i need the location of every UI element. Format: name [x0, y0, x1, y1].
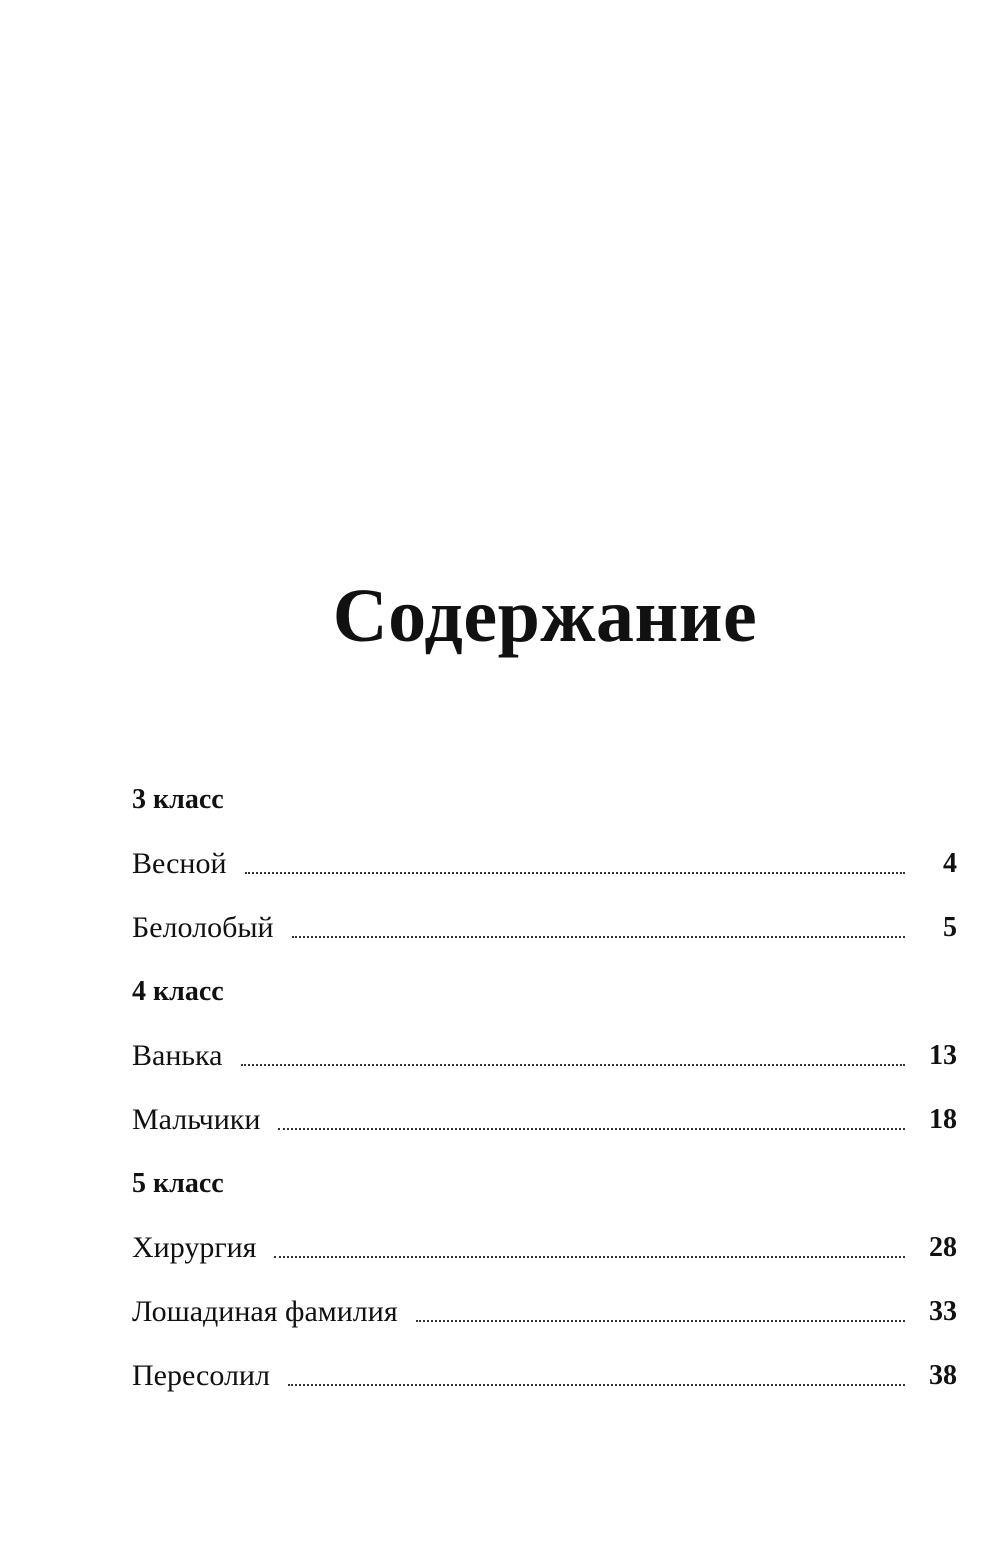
page-number: 33	[929, 1296, 957, 1327]
page-number: 18	[929, 1104, 957, 1135]
page-number: 4	[943, 848, 957, 879]
section-heading: 4 класс	[132, 976, 224, 1007]
section-heading: 3 класс	[132, 784, 224, 815]
dot-leader	[245, 872, 906, 874]
toc-entry[interactable]	[132, 1280, 957, 1344]
toc-entry[interactable]	[132, 832, 957, 896]
entry-title: Пересолил	[132, 1359, 270, 1392]
dot-leader	[416, 1320, 905, 1322]
toc-entry[interactable]	[132, 1344, 957, 1408]
table-of-contents	[132, 768, 957, 1408]
dot-leader	[241, 1064, 906, 1066]
entry-title: Лошадиная фамилия	[132, 1295, 398, 1328]
toc-entry[interactable]	[132, 1216, 957, 1280]
entry-title: Хирургия	[132, 1231, 257, 1264]
toc-entry[interactable]	[132, 1024, 957, 1088]
dot-leader	[274, 1256, 905, 1258]
section-heading: 5 класс	[132, 1168, 224, 1199]
entry-title: Мальчики	[132, 1103, 261, 1136]
page-number: 13	[929, 1040, 957, 1071]
entry-title: Ванька	[132, 1039, 223, 1072]
toc-entry[interactable]	[132, 896, 957, 960]
entry-title: Белолобый	[132, 911, 274, 944]
dot-leader	[288, 1384, 905, 1386]
entry-title: Весной	[132, 847, 227, 880]
toc-entry[interactable]	[132, 1088, 957, 1152]
page-number: 38	[929, 1360, 957, 1391]
page-number: 5	[943, 912, 957, 943]
page-number: 28	[929, 1232, 957, 1263]
dot-leader	[278, 1128, 905, 1130]
dot-leader	[292, 936, 905, 938]
page-title: Содержание	[332, 574, 758, 658]
